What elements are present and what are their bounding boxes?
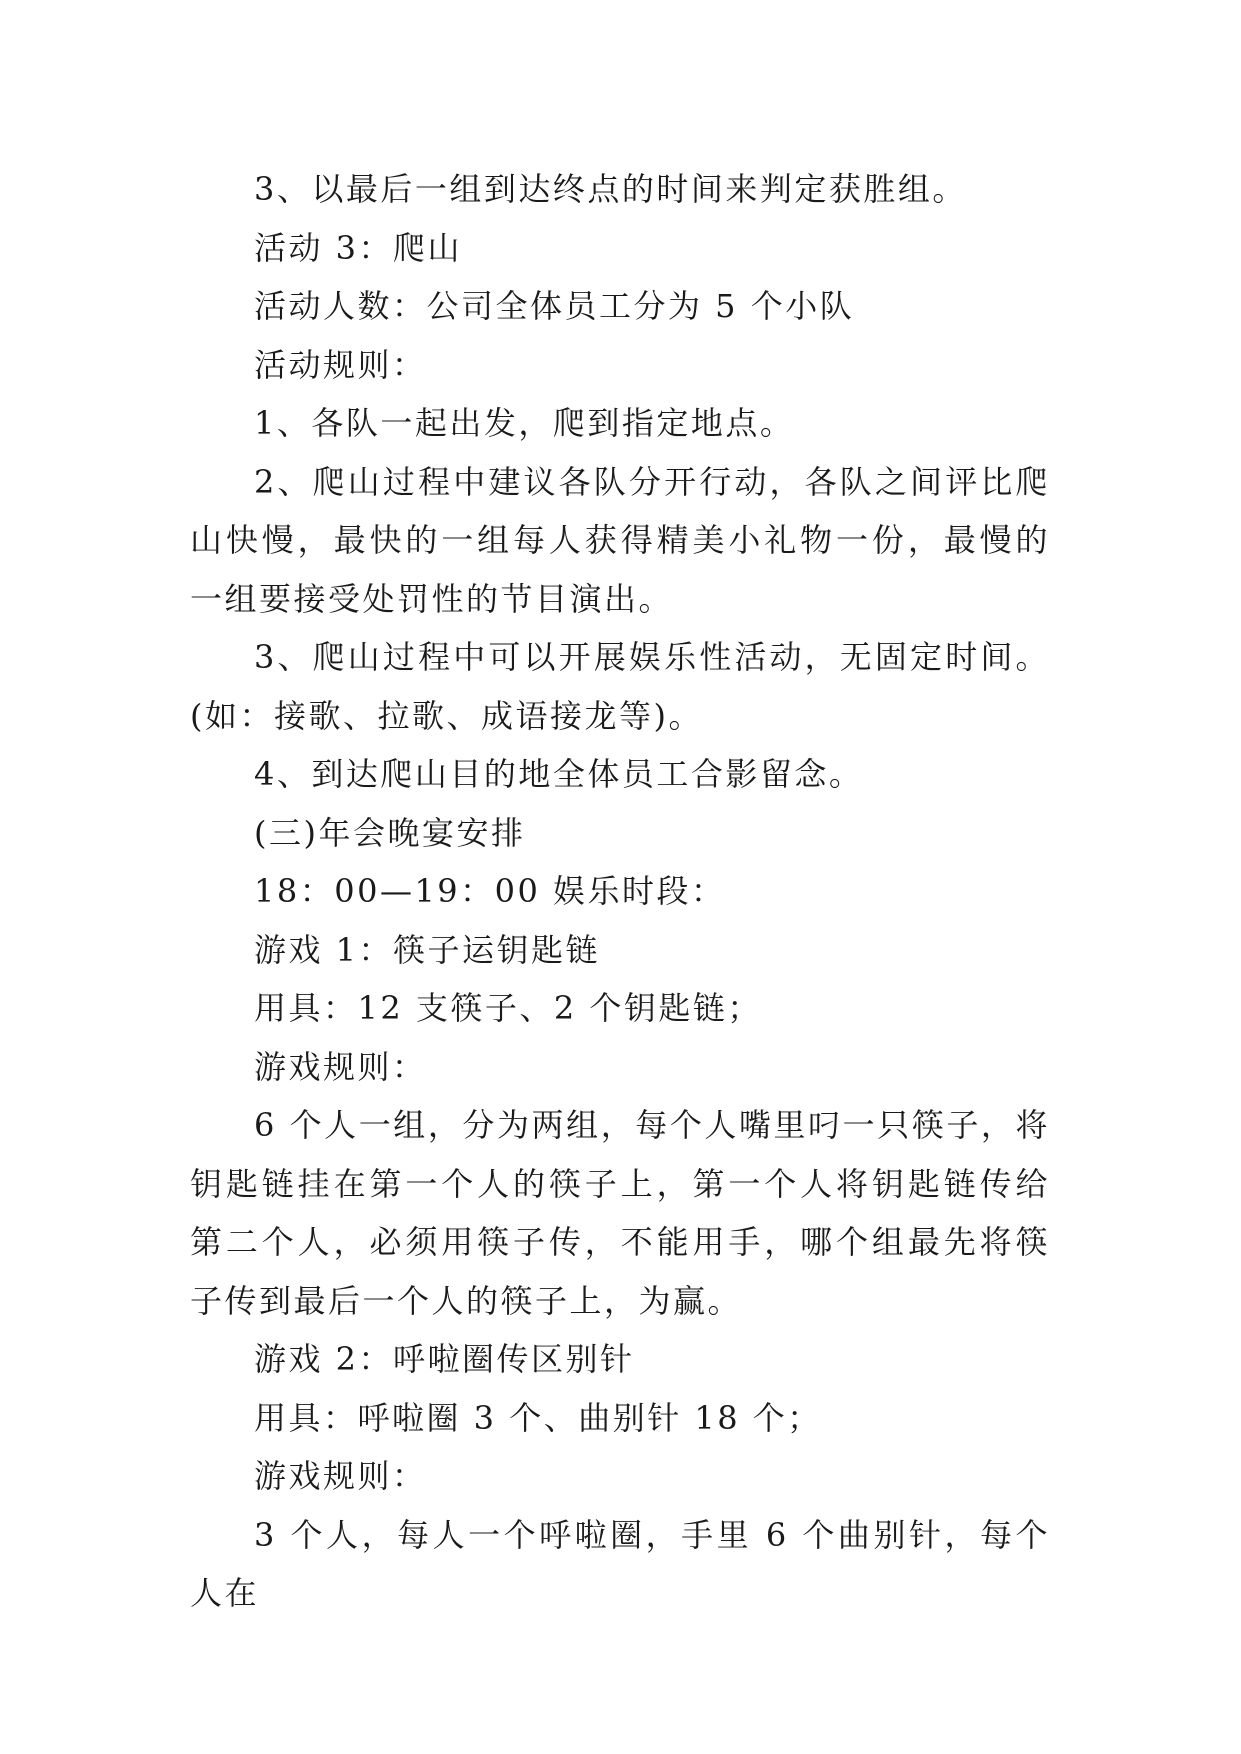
game-heading: 游戏 1：筷子运钥匙链 <box>254 930 601 969</box>
document-body <box>190 160 1050 1623</box>
time-slot: 18：00—19：00 娱乐时段： <box>254 872 726 910</box>
paragraph: 3、爬山过程中可以开展娱乐性活动，无固定时间。(如：接歌、拉歌、成语接龙等)。 <box>190 638 1050 735</box>
paragraph: 活动人数：公司全体员工分为 5 个小队 <box>254 287 855 325</box>
activity-heading: 活动 3：爬山 <box>254 228 463 267</box>
paragraph: 1、各队一起出发，爬到指定地点。 <box>254 404 795 442</box>
paragraph: 用具：呼啦圈 3 个、曲别针 18 个； <box>254 1398 822 1437</box>
paragraph: 3、以最后一组到达终点的时间来判定获胜组。 <box>254 170 967 208</box>
paragraph: 3 个人，每人一个呼啦圈，手里 6 个曲别针，每个人在 <box>190 1515 1050 1612</box>
section-heading: (三)年会晚宴安排 <box>254 813 526 852</box>
rules-heading: 活动规则： <box>254 345 427 384</box>
paragraph: 4、到达爬山目的地全体员工合影留念。 <box>254 755 864 793</box>
paragraph: 6 个人一组，分为两组，每个人嘴里叼一只筷子，将钥匙链挂在第一个人的筷子上，第一个人将钥匙链传给第二个人，必须用筷子传，不能用手，哪个组最先将筷子传到最后一个人的筷子上，为赢。 <box>190 1106 1050 1320</box>
rules-heading: 游戏规则： <box>254 1457 427 1495</box>
rules-heading: 游戏规则： <box>254 1047 427 1086</box>
paragraph: 2、爬山过程中建议各队分开行动，各队之间评比爬山快慢，最快的一组每人获得精美小礼物一份，最慢的一组要接受处罚性的节目演出。 <box>190 462 1050 618</box>
game-heading: 游戏 2：呼啦圈传区别针 <box>254 1340 635 1378</box>
paragraph: 用具：12 支筷子、2 个钥匙链； <box>254 989 762 1027</box>
